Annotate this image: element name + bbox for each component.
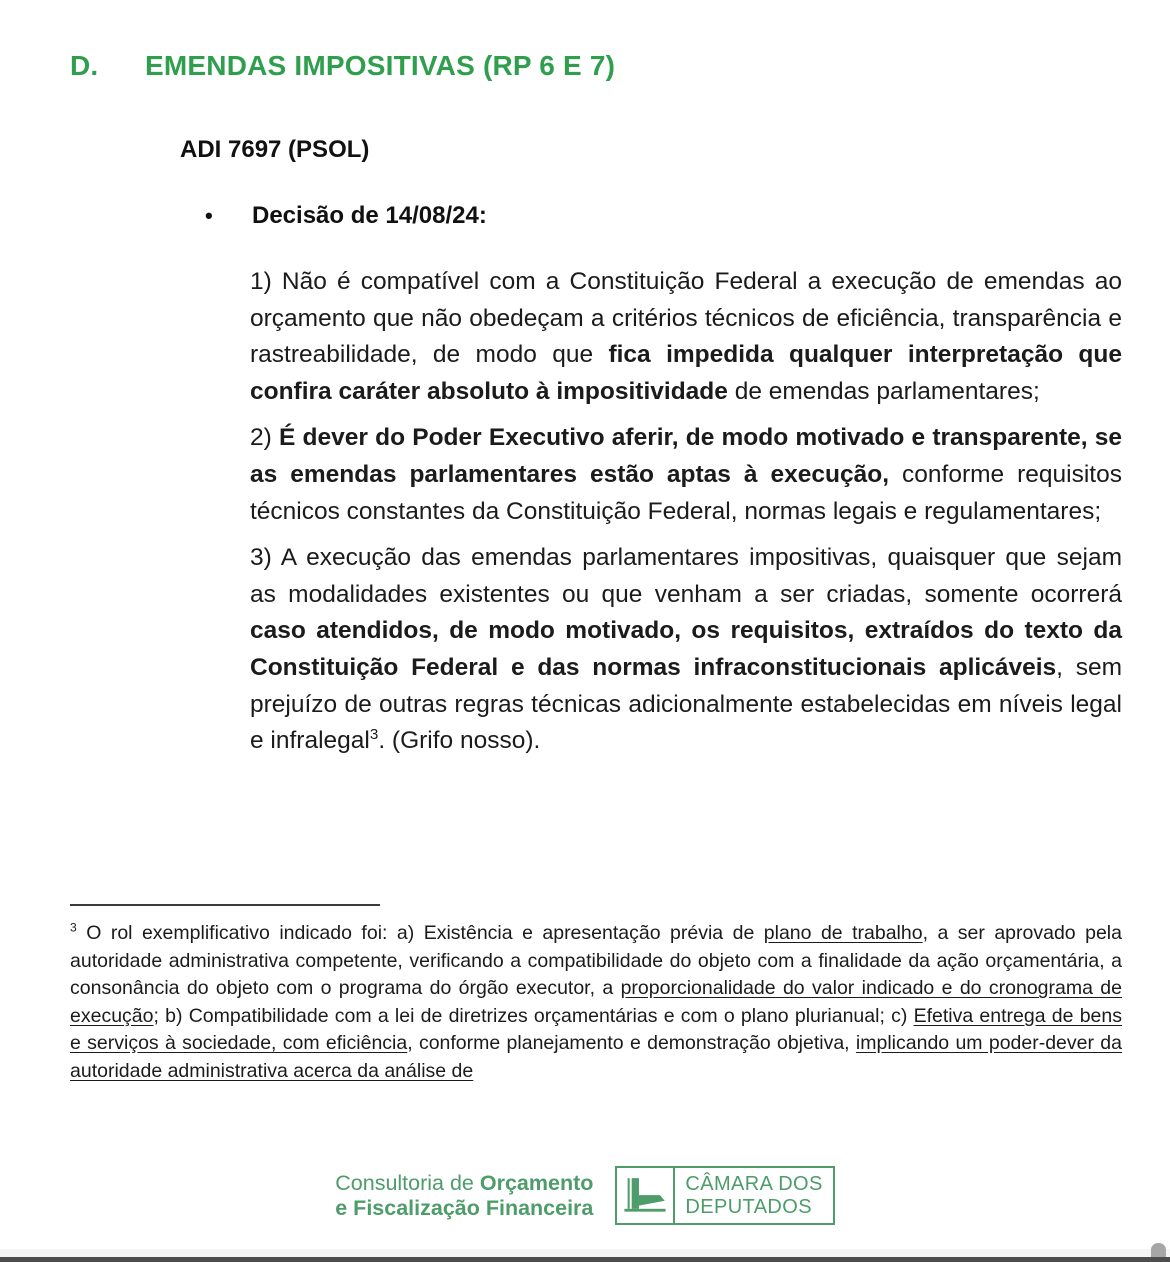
scrollbar-thumb[interactable] [1151,1243,1166,1257]
decision-body [250,264,1122,770]
camara-dos-deputados-logo [615,1166,834,1225]
window-bottom-border [0,1257,1170,1262]
paragraph-3: 3) A execução das emendas parlamentares impositivas, quaisquer que sejam as modalidades existentes ou que venham a ser criadas, somente ocorrerá caso atendidos, de modo motivado, os requisitos, extraídos do texto da Constituição Federal e das normas infraconstitucionais aplicáveis, sem prejuízo de outras regras técnicas adicionalmente estabelecidas em níveis legal e infralegal$^3$. (Grifo nosso). [250,544,1122,755]
consultoria-line-2: e Fiscalização Financeira [335,1195,594,1220]
consultoria-line-1: Consultoria de Orçamento [335,1170,594,1195]
footnote-text: $^3$ O rol exemplificativo indicado foi: a) Existência e apresentação prévia de plano de trabalho, a ser aprovado pela autoridade administrativa competente, verificando a compatibilidade do objeto com a finalidade da ação orçamentária, a consonância do objeto com o programa do órgão executor, a proporcionalidade do valor indicado e do cronograma de execução; b) Compatibilidade com a lei de diretrizes orçamentárias e com o plano plurianual; c) Efetiva entrega de bens e serviços à sociedade, com eficiência, conforme planejamento e demonstração objetiva, implicando um poder-dever da autoridade administrativa acerca da análise de [70,920,1123,1082]
decision-bullet-line [205,202,487,230]
paragraph-1: 1) Não é compatível com a Constituição Federal a execução de emendas ao orçamento que não obedeçam a critérios técnicos de eficiência, transparência e rastreabilidade, de modo que fica impedida qualquer interpretação que confira caráter absoluto à impositividade de emendas parlamentares; [250,268,1122,405]
congress-building-icon [617,1168,675,1223]
section-letter: D. [70,50,99,81]
logo-line-2: DEPUTADOS [685,1196,812,1218]
logo-wordmark [675,1168,832,1223]
scrollbar-track[interactable] [0,1249,1170,1257]
page-footer [0,1166,1170,1225]
decision-label: Decisão de 14/08/24: [252,202,487,229]
paragraph-2: 2) É dever do Poder Executivo aferir, de modo motivado e transparente, se as emendas parlamentares estão aptas à execução, conforme requisitos técnicos constantes da Constituição Federal, normas legais e regulamentares; [250,424,1122,525]
section-heading [70,50,1130,82]
case-subheading: ADI 7697 (PSOL) [180,136,370,163]
logo-line-1: CÂMARA DOS [685,1173,823,1195]
bullet-icon: • [205,203,213,228]
consultoria-signature [335,1171,593,1221]
section-title: EMENDAS IMPOSITIVAS (RP 6 E 7) [145,50,616,81]
footnote-separator [70,904,380,906]
